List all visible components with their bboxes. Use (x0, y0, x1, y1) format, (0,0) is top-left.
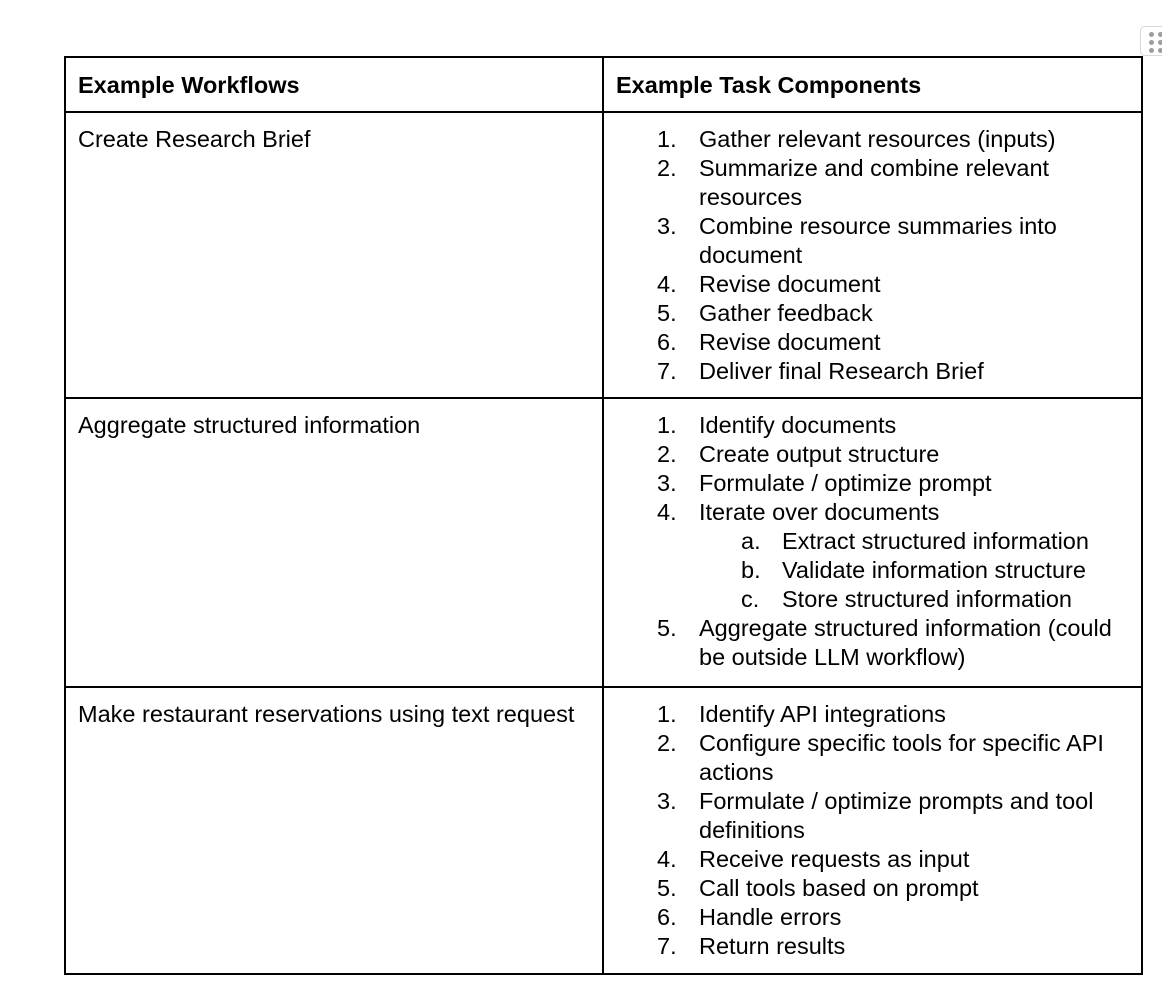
task-steps-list (616, 411, 1129, 672)
step-number: 2. (657, 155, 677, 181)
list-item (616, 845, 1129, 874)
step-number: 2. (657, 730, 677, 756)
list-item (616, 498, 1129, 614)
step-text: Iterate over documents (699, 499, 940, 525)
list-item (616, 874, 1129, 903)
step-text: Gather relevant resources (inputs) (699, 126, 1056, 152)
list-item (616, 932, 1129, 961)
step-text: Revise document (699, 271, 881, 297)
step-text: Return results (699, 933, 846, 959)
list-item (616, 469, 1129, 498)
list-item (616, 729, 1129, 787)
workflows-table (64, 56, 1143, 975)
step-number: 7. (657, 933, 677, 959)
workflow-cell: Make restaurant reservations using text request (65, 687, 603, 974)
step-number: 5. (657, 615, 677, 641)
list-item (699, 527, 1129, 556)
step-text: Aggregate structured information (could be outside LLM workflow) (699, 615, 1112, 670)
list-item (616, 154, 1129, 212)
drag-handle-icon[interactable] (1140, 26, 1162, 56)
step-number: 4. (657, 846, 677, 872)
step-number: 4. (657, 271, 677, 297)
step-number: 1. (657, 412, 677, 438)
list-item (616, 125, 1129, 154)
step-text: Combine resource summaries into document (699, 213, 1057, 268)
list-item (616, 328, 1129, 357)
workflow-cell: Create Research Brief (65, 112, 603, 398)
list-item (616, 212, 1129, 270)
list-item (616, 440, 1129, 469)
step-text: Create output structure (699, 441, 940, 467)
substep-letter: b. (741, 557, 761, 583)
list-item (699, 585, 1129, 614)
table-row (65, 398, 1142, 687)
step-text: Gather feedback (699, 300, 873, 326)
step-text: Configure specific tools for specific API actions (699, 730, 1104, 785)
step-number: 1. (657, 126, 677, 152)
step-number: 2. (657, 441, 677, 467)
step-text: Formulate / optimize prompt (699, 470, 992, 496)
task-components-cell (603, 112, 1142, 398)
header-example-workflows: Example Workflows (65, 57, 603, 112)
table-row (65, 112, 1142, 398)
table-header-row (65, 57, 1142, 112)
substep-text: Store structured information (782, 586, 1072, 612)
step-number: 6. (657, 329, 677, 355)
step-text: Deliver final Research Brief (699, 358, 984, 384)
sub-steps-list (699, 527, 1129, 614)
list-item (616, 270, 1129, 299)
list-item (616, 299, 1129, 328)
workflow-cell: Aggregate structured information (65, 398, 603, 687)
header-example-task-components: Example Task Components (603, 57, 1142, 112)
step-text: Handle errors (699, 904, 842, 930)
step-text: Revise document (699, 329, 881, 355)
substep-text: Validate information structure (782, 557, 1086, 583)
step-number: 6. (657, 904, 677, 930)
task-steps-list (616, 125, 1129, 386)
list-item (616, 903, 1129, 932)
list-item (699, 556, 1129, 585)
step-text: Identify API integrations (699, 701, 946, 727)
step-number: 5. (657, 300, 677, 326)
substep-letter: a. (741, 528, 761, 554)
list-item (616, 411, 1129, 440)
step-number: 7. (657, 358, 677, 384)
substep-letter: c. (741, 586, 760, 612)
step-text: Identify documents (699, 412, 897, 438)
step-text: Formulate / optimize prompts and tool definitions (699, 788, 1094, 843)
task-components-cell (603, 687, 1142, 974)
task-steps-list (616, 700, 1129, 961)
task-components-cell (603, 398, 1142, 687)
list-item (616, 787, 1129, 845)
step-number: 5. (657, 875, 677, 901)
list-item (616, 614, 1129, 672)
list-item (616, 357, 1129, 386)
step-number: 4. (657, 499, 677, 525)
step-number: 3. (657, 788, 677, 814)
step-number: 1. (657, 701, 677, 727)
step-number: 3. (657, 213, 677, 239)
step-number: 3. (657, 470, 677, 496)
substep-text: Extract structured information (782, 528, 1089, 554)
list-item (616, 700, 1129, 729)
table-row (65, 687, 1142, 974)
step-text: Summarize and combine relevant resources (699, 155, 1050, 210)
step-text: Call tools based on prompt (699, 875, 979, 901)
step-text: Receive requests as input (699, 846, 970, 872)
